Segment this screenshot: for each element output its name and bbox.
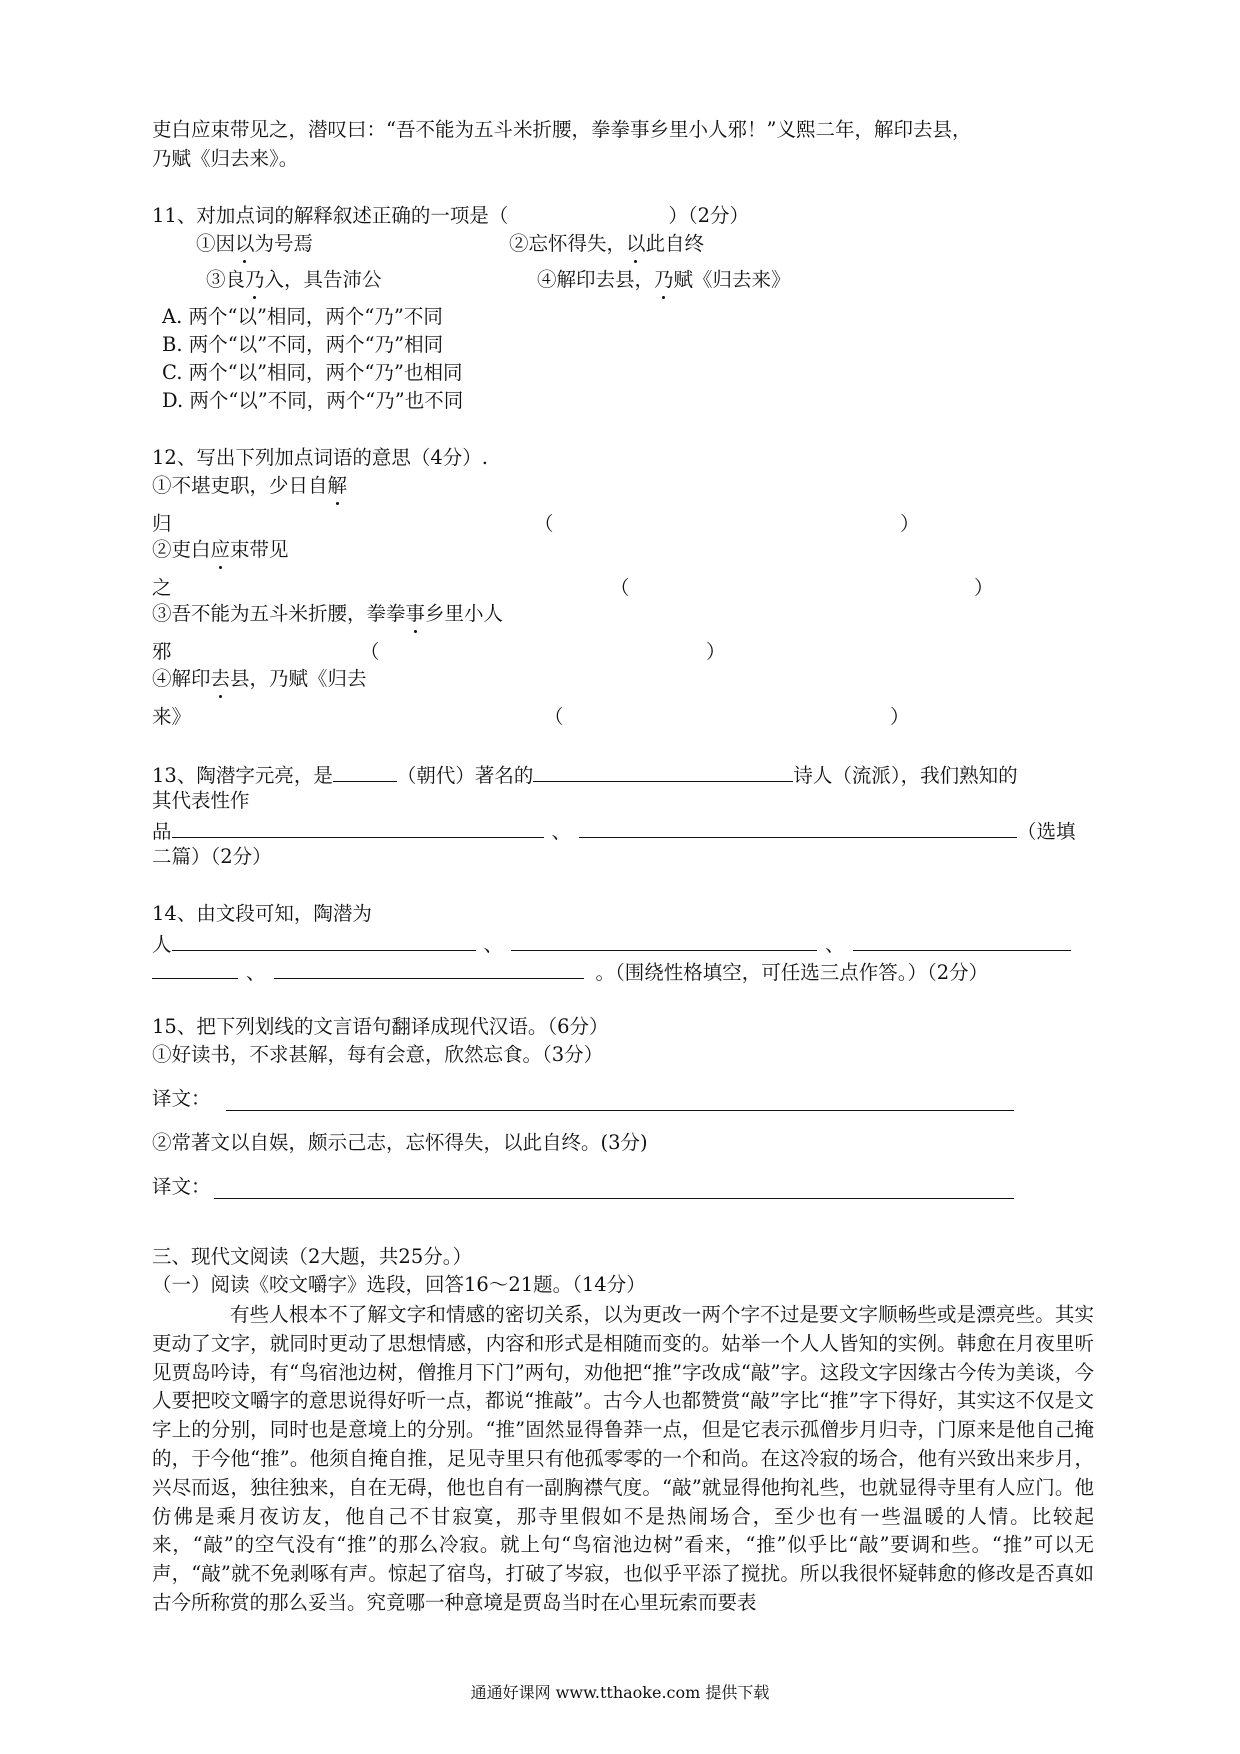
q11-s2-text-a: ②忘怀得失， — [509, 232, 627, 255]
q12-item-2 — [152, 538, 289, 562]
q14-line-2 — [152, 930, 1071, 957]
q13-text-a: 13、陶潜字元亮，是 — [152, 764, 333, 787]
q11-option-d[interactable]: D. 两个“以”不同，两个“乃”也不同 — [162, 389, 464, 412]
q11-sentence-4 — [537, 268, 791, 292]
q12-item4-dotted-word: 去 — [210, 667, 231, 690]
q11-s4-text-a: ④解印去县， — [537, 268, 655, 291]
q14-trait-blank-5[interactable] — [274, 958, 584, 979]
q12-item2-tail: 之 — [152, 576, 172, 599]
q15-translation-label-1: 译文： — [152, 1087, 211, 1110]
q11-option-b[interactable]: B. 两个“以”不同，两个“乃”相同 — [162, 333, 444, 356]
passage-line-2: 乃赋《归去来》。 — [152, 147, 299, 170]
q11-s3-dotted-word: 乃 — [245, 268, 265, 291]
q14-instruction: 。（围绕性格填空，可任选三点作答。）（2分） — [595, 961, 989, 984]
q14-text-b: 人 — [152, 933, 172, 956]
q12-item1-tail: 归 — [152, 512, 172, 535]
q11-stem-text: 11、对加点词的解释叙述正确的一项是（ — [152, 204, 509, 227]
q13-text-b: （朝代）著名的 — [396, 764, 534, 787]
q11-sentence-3 — [206, 268, 382, 292]
q12-item3-text-a: ③吾不能为五斗米折腰，拳拳 — [152, 602, 406, 625]
q13-separator: 、 — [551, 820, 572, 843]
q12-item2-text-c: 束带见 — [230, 538, 289, 561]
q11-s3-text-a: ③良 — [206, 268, 246, 291]
q12-item3-dotted-word: 事 — [405, 602, 426, 625]
q11-stem — [152, 204, 749, 228]
q12-item4-text-a: ④解印 — [152, 667, 211, 690]
q14-trait-blank-4[interactable] — [152, 958, 238, 979]
q12-item-1 — [152, 474, 347, 498]
q15-translation-line-2[interactable] — [214, 1198, 1014, 1199]
q12-item3-left-paren: （ — [360, 640, 380, 663]
page-footer: 通通好课网 www.tthaoke.com 提供下载 — [470, 1683, 770, 1702]
q11-s2-text-c: 此自终 — [645, 232, 705, 255]
q14-trait-blank-3[interactable] — [853, 930, 1071, 951]
q12-item4-left-paren: （ — [544, 705, 564, 728]
q12-item2-right-paren: ） — [974, 576, 994, 599]
q12-item4-text-c: 县，乃赋《归去 — [230, 667, 367, 690]
q13-work-blank-2[interactable] — [579, 817, 1017, 838]
q13-text-c: 诗人（流派），我们熟知的 — [793, 764, 1018, 787]
q14-line-1: 14、由文段可知，陶潜为 — [152, 902, 372, 925]
q11-s1-text-a: ①因 — [196, 232, 236, 255]
q14-separator-2: 、 — [825, 933, 845, 956]
q11-option-c[interactable]: C. 两个“以”相同，两个“乃”也相同 — [162, 361, 463, 384]
q11-s3-text-c: 入，具告沛公 — [264, 268, 382, 291]
q14-trait-blank-1[interactable] — [172, 930, 476, 951]
q12-item1-left-paren: （ — [534, 512, 554, 535]
q12-item1-answer-field[interactable] — [556, 508, 896, 538]
section-3-subheading: （一）阅读《咬文嚼字》选段，回答16～21题。（14分） — [152, 1273, 646, 1296]
q13-text-e: 品 — [152, 820, 172, 843]
reading-passage: 有些人根本不了解文字和情感的密切关系，以为更改一两个字不过是要文字顺畅些或是漂亮些。其实更动了文字，就同时更动了思想情感，内容和形式是相随而变的。姑举一个人人皆知的实例。韩愈在月夜里听见贾岛吟诗，有“鸟宿池边树，僧推月下门”两句，劝他把“推”字改成“敲”字。这段文字因缘古今传为美谈，今人要把咬文嚼字的意思说得好听一点，都说“推敲”。古今人也都赞赏“敲”字比“推”字下得好，其实这不仅是文字上的分别，同时也是意境上的分别。“推”固然显得鲁莽一点，但是它表示孤僧步月归寺，门原来是他自己掩的，于今他“推”。他须自掩自推，足见寺里只有他孤零零的一个和尚。在这冷寂的场合，他有兴致出来步月，兴尽而返，独往独来，自在无碍，他也自有一副胸襟气度。“敲”就显得他拘礼些，也就显得寺里有人应门。他仿佛是乘月夜访友，他自己不甘寂寞，那寺里假如不是热闹场合，至少也有一些温暖的人情。比较起来，“敲”的空气没有“推”的那么冷寂。就上句“鸟宿池边树”看来，“推”似乎比“敲”要调和些。“推”可以无声，“敲”就不免剥啄有声。惊起了宿鸟，打破了岑寂，也似乎平添了搅扰。所以我很怀疑韩愈的修改是否真如古今所称赏的那么妥当。究竟哪一种意境是贾岛当时在心里玩索而要表 — [152, 1303, 1094, 1614]
q12-item1-dotted-word: 解 — [327, 474, 348, 497]
q11-sentence-1 — [196, 232, 313, 256]
q13-text-f: （选填 — [1017, 820, 1076, 843]
q12-item4-right-paren: ） — [890, 705, 910, 728]
q13-line-4: 二篇）（2分） — [152, 845, 272, 868]
q14-separator-1: 、 — [483, 933, 504, 956]
q12-item4-tail: 来》 — [152, 705, 192, 728]
q12-item3-answer-field[interactable] — [382, 636, 702, 666]
q12-item3-tail: 邪 — [152, 640, 172, 663]
q12-item3-text-c: 乡里小人 — [425, 602, 504, 625]
q12-item1-text: ①不堪吏职，少日自 — [152, 474, 328, 497]
q15-sentence-1: ①好读书，不求甚解，每有会意，欣然忘食。（3分） — [152, 1043, 604, 1066]
q12-item2-dotted-word: 应 — [210, 538, 231, 561]
q12-item-4 — [152, 667, 367, 691]
q15-stem: 15、把下列划线的文言语句翻译成现代汉语。（6分） — [152, 1015, 609, 1038]
q13-line-2: 其代表性作 — [152, 789, 250, 812]
q11-s1-dotted-word: 以 — [235, 232, 255, 255]
q15-translation-label-2: 译文： — [152, 1175, 211, 1198]
q13-line-3 — [152, 817, 1076, 844]
q11-s2-dotted-word: 以 — [626, 232, 646, 255]
q15-sentence-2: ②常著文以自娱，颇示己志，忘怀得失，以此自终。(3分) — [152, 1131, 648, 1154]
q12-item2-text-a: ②吏白 — [152, 538, 211, 561]
q13-school-blank[interactable] — [533, 761, 793, 782]
q14-line-3 — [152, 958, 988, 985]
q11-s1-text-c: 为号焉 — [254, 232, 314, 255]
q11-sentence-2 — [509, 232, 704, 256]
q12-item1-right-paren: ） — [900, 512, 920, 535]
q13-line-1 — [152, 761, 1018, 788]
q12-stem: 12、写出下列加点词语的意思（4分）. — [152, 446, 488, 469]
section-3-heading: 三、现代文阅读（2大题，共25分。） — [152, 1245, 472, 1268]
q12-item4-answer-field[interactable] — [566, 701, 886, 731]
q14-separator-3: 、 — [246, 961, 266, 984]
q12-item-3 — [152, 602, 503, 626]
q12-item2-left-paren: （ — [610, 576, 630, 599]
q11-s4-dotted-word: 乃 — [654, 268, 674, 291]
q12-item3-right-paren: ） — [706, 640, 726, 663]
q12-item2-answer-field[interactable] — [632, 572, 968, 602]
passage-line-1: 吏白应束带见之，潜叹曰：“吾不能为五斗米折腰，拳拳事乡里小人邪！”义熙二年，解印去县， — [152, 118, 972, 141]
q15-translation-line-1[interactable] — [226, 1110, 1014, 1111]
q14-trait-blank-2[interactable] — [511, 930, 817, 951]
q11-option-a[interactable]: A. 两个“以”相同，两个“乃”不同 — [162, 305, 443, 328]
q11-score: ）（2分） — [668, 204, 749, 227]
q13-dynasty-blank[interactable] — [333, 761, 397, 782]
q11-s4-text-c: 赋《归去来》 — [673, 268, 791, 291]
q13-work-blank-1[interactable] — [172, 817, 544, 838]
